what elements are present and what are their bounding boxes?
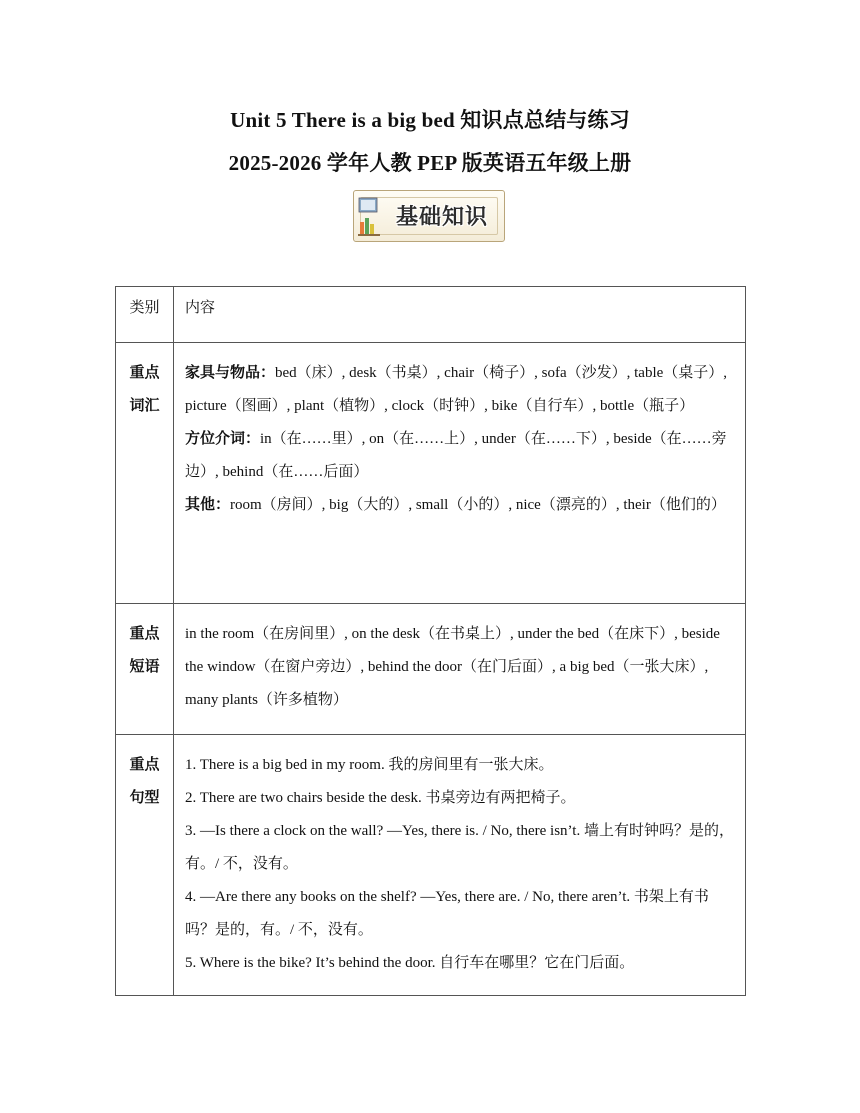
sentence-item: 1. There is a big bed in my room. 我的房间里有一张大床。 <box>185 757 554 773</box>
sentence-item: 2. There are two chairs beside the desk. 书桌旁边有两把椅子。 <box>185 790 576 806</box>
row-category-sentences <box>116 735 174 996</box>
banner-text: 基础知识 <box>395 205 488 230</box>
sentence-item: 4. —Are there any books on the shelf? —Yes, there are. / No, there aren’t. 书架上有书吗？是的，有。/ 不，没有。 <box>185 889 709 938</box>
sentence-item: 3. —Is there a clock on the wall? —Yes, there is. / No, there isn’t. 墙上有时钟吗？是的，有。/ 不，没有。 <box>185 823 734 872</box>
category-label: 重点短语 <box>129 626 160 675</box>
header-content: 内容 <box>174 287 746 343</box>
section-text: in（在……里）, on（在……上）, under（在……下）, beside（在……旁边）, behind（在……后面） <box>185 431 727 480</box>
section-label: 家具与物品： <box>185 365 276 381</box>
row-category-vocabulary <box>116 343 174 604</box>
sentence-item: 5. Where is the bike? It’s behind the door. 自行车在哪里？它在门后面。 <box>185 955 635 971</box>
document-title: Unit 5 There is a big bed 知识点总结与练习 <box>230 108 630 132</box>
section-label: 方位介词： <box>185 431 261 447</box>
section-banner <box>353 190 507 244</box>
row-content-vocabulary <box>174 343 746 604</box>
section-label: 其他： <box>185 497 231 513</box>
category-label: 重点句型 <box>129 757 160 806</box>
books-icon <box>357 194 383 238</box>
row-category-phrases <box>116 604 174 735</box>
knowledge-table <box>115 286 746 996</box>
row-content-sentences <box>174 735 746 996</box>
vocab-section <box>185 423 735 489</box>
vocab-section <box>185 357 735 423</box>
document-subtitle: 2025-2026 学年人教 PEP 版英语五年级上册 <box>228 151 632 175</box>
vocab-section <box>185 489 735 522</box>
section-text: room（房间）, big（大的）, small（小的）, nice（漂亮的）, their（他们的） <box>230 497 726 513</box>
table-row <box>116 343 746 604</box>
row-content-phrases: in the room（在房间里）, on the desk（在书桌上）, under the bed（在床下）, beside the window（在窗户旁边）, behind the door（在门后面）, a big bed（一张大床）, many plants（许多植物） <box>174 604 746 735</box>
table-row <box>116 604 746 735</box>
category-label: 重点词汇 <box>129 365 160 414</box>
table-row <box>116 735 746 996</box>
section-text: bed（床）, desk（书桌）, chair（椅子）, sofa（沙发）, table（桌子）, picture（图画）, plant（植物）, clock（时钟）, bike（自行车）, bottle（瓶子） <box>185 365 728 414</box>
table-header-row <box>116 287 746 343</box>
header-category: 类别 <box>116 287 174 343</box>
